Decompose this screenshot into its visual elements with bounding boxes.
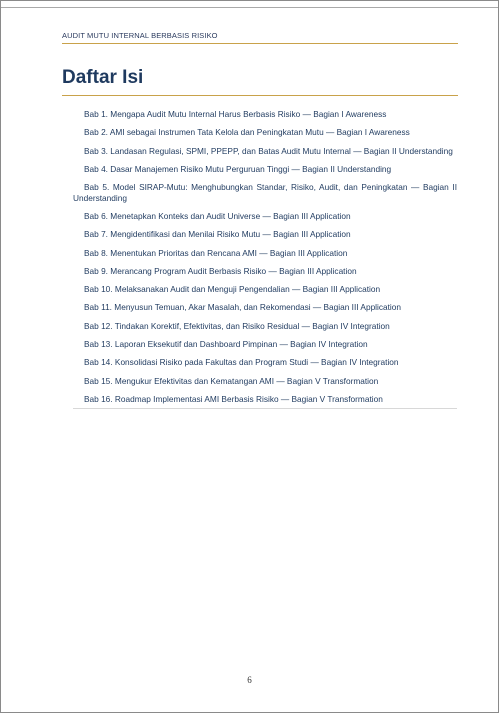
top-rule: [1, 7, 498, 8]
toc-item-bab-3[interactable]: Bab 3. Landasan Regulasi, SPMI, PPEPP, dan Batas Audit Mutu Internal — Bagian II Understanding: [84, 145, 453, 156]
toc-item-bab-14[interactable]: Bab 14. Konsolidasi Risiko pada Fakultas dan Program Studi — Bagian IV Integration: [84, 357, 399, 368]
running-header: AUDIT MUTU INTERNAL BERBASIS RISIKO: [62, 31, 458, 44]
toc-item-bab-4[interactable]: Bab 4. Dasar Manajemen Risiko Mutu Perguruan Tinggi — Bagian II Understanding: [84, 163, 392, 174]
page-number: 6: [247, 675, 252, 685]
toc-item-bab-7[interactable]: Bab 7. Mengidentifikasi dan Menilai Risiko Mutu — Bagian III Application: [84, 229, 351, 240]
toc-item-bab-2[interactable]: Bab 2. AMI sebagai Instrumen Tata Kelola dan Peningkatan Mutu — Bagian I Awareness: [84, 127, 410, 138]
table-of-contents: [73, 109, 457, 409]
toc-item-bab-10[interactable]: Bab 10. Melaksanakan Audit dan Menguji Pengendalian — Bagian III Application: [84, 284, 381, 295]
toc-item-bab-15[interactable]: Bab 15. Mengukur Efektivitas dan Kematangan AMI — Bagian V Transformation: [84, 375, 379, 386]
toc-item-bab-1[interactable]: Bab 1. Mengapa Audit Mutu Internal Harus Berbasis Risiko — Bagian I Awareness: [84, 109, 387, 119]
toc-item-bab-16[interactable]: Bab 16. Roadmap Implementasi AMI Berbasis Risiko — Bagian V Transformation: [84, 393, 383, 404]
toc-item-bab-5[interactable]: Bab 5. Model SIRAP-Mutu: Menghubungkan Standar, Risiko, Audit, dan Peningkatan — Bagian II Understanding: [73, 182, 457, 203]
toc-item-bab-9[interactable]: Bab 9. Merancang Program Audit Berbasis Risiko — Bagian III Application: [84, 265, 357, 276]
toc-item-bab-13[interactable]: Bab 13. Laporan Eksekutif dan Dashboard Pimpinan — Bagian IV Integration: [84, 338, 368, 349]
toc-item-bab-12[interactable]: Bab 12. Tindakan Korektif, Efektivitas, dan Risiko Residual — Bagian IV Integration: [84, 320, 390, 331]
page-title: Daftar Isi: [62, 67, 458, 96]
toc-item-bab-11[interactable]: Bab 11. Menyusun Temuan, Akar Masalah, dan Rekomendasi — Bagian III Application: [84, 302, 402, 313]
toc-item-bab-6[interactable]: Bab 6. Menetapkan Konteks dan Audit Universe — Bagian III Application: [84, 211, 351, 221]
toc-item-bab-8[interactable]: Bab 8. Menentukan Prioritas dan Rencana AMI — Bagian III Application: [84, 247, 348, 258]
